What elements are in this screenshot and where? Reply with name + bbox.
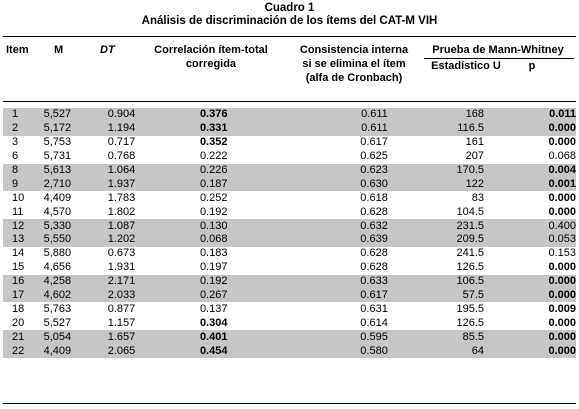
cell-p-value: 0.000	[548, 316, 576, 329]
table-row	[3, 330, 576, 344]
cell-sd: 0.673	[107, 247, 136, 260]
cell-item: 13	[3, 233, 44, 247]
cell-correlation: 0.222	[199, 150, 228, 163]
cell-u-statistic: 106.5	[388, 275, 484, 289]
cell-correlation: 0.267	[172, 289, 228, 303]
data-table-body	[3, 108, 576, 358]
cell-mean: 5,753	[43, 136, 72, 149]
cell-u-statistic: 64	[388, 344, 484, 358]
header-dt: DT	[100, 44, 115, 56]
cell-item: 6	[12, 150, 19, 163]
cell-u-statistic: 122	[388, 177, 484, 191]
cell-correlation: 0.454	[172, 344, 228, 358]
cell-correlation: 0.252	[199, 191, 228, 204]
cell-sd: 2.171	[108, 275, 172, 289]
cell-sd: 1.194	[108, 122, 172, 136]
table-row	[3, 289, 576, 303]
cell-sd: 1.657	[108, 330, 172, 344]
cell-sd: 0.904	[108, 108, 172, 122]
cell-alpha: 0.580	[227, 344, 387, 358]
cell-u-statistic: 207	[465, 150, 485, 163]
cell-u-statistic: 195.5	[456, 302, 485, 315]
cell-p-value: 0.011	[484, 108, 576, 122]
cell-item: 9	[3, 177, 44, 191]
cell-correlation: 0.137	[199, 302, 228, 315]
data-table	[3, 108, 576, 358]
cell-correlation: 0.376	[172, 108, 228, 122]
cell-alpha: 0.628	[360, 205, 388, 218]
cell-p-value: 0.000	[484, 344, 576, 358]
header-consistency	[280, 43, 428, 85]
cell-mean: 5,054	[44, 330, 108, 344]
table-row	[3, 302, 576, 316]
cell-mean: 4,409	[44, 344, 108, 358]
cell-alpha: 0.618	[360, 191, 388, 204]
header-correlation-line1: Correlación ítem-total	[154, 44, 268, 56]
cell-item: 21	[3, 330, 44, 344]
cell-item: 3	[12, 136, 19, 149]
table-row	[3, 122, 576, 136]
cell-sd: 1.931	[107, 261, 136, 274]
cell-alpha: 0.611	[227, 122, 387, 136]
cell-u-statistic: 126.5	[456, 261, 485, 274]
table-row	[3, 164, 576, 178]
cell-correlation: 0.352	[199, 136, 228, 149]
cell-mean: 5,527	[44, 108, 108, 122]
cell-alpha: 0.611	[227, 108, 387, 122]
header-m: M	[54, 44, 64, 56]
cell-mean: 2,710	[44, 177, 108, 191]
cell-alpha: 0.633	[227, 275, 387, 289]
top-rule	[3, 36, 576, 37]
cell-u-statistic: 209.5	[388, 233, 484, 247]
cell-correlation: 0.068	[172, 233, 228, 247]
cell-item: 14	[12, 247, 25, 260]
cell-item: 15	[12, 261, 25, 274]
cell-p-value: 0.004	[484, 164, 576, 178]
table-row	[3, 233, 576, 247]
cell-correlation: 0.226	[172, 164, 228, 178]
header-item: Item	[6, 44, 29, 56]
cell-correlation: 0.401	[172, 330, 228, 344]
cell-u-statistic: 104.5	[456, 205, 485, 218]
cell-correlation: 0.183	[199, 247, 228, 260]
cell-alpha: 0.632	[227, 219, 387, 233]
cell-p-value: 0.000	[484, 289, 576, 303]
cell-p-value: 0.000	[548, 191, 576, 204]
cell-sd: 0.768	[107, 150, 136, 163]
header-consistency-line3: (alfa de Cronbach)	[305, 72, 403, 84]
cell-mean: 4,602	[44, 289, 108, 303]
cell-alpha: 0.617	[360, 136, 388, 149]
table-row	[3, 261, 576, 275]
cell-sd: 0.717	[107, 136, 136, 149]
header-statistic-u: Estadístico U	[431, 60, 501, 72]
header-p: p	[528, 60, 536, 72]
header-consistency-line2: si se elimina el ítem	[302, 58, 406, 70]
cell-mean: 4,409	[43, 191, 72, 204]
table-row	[3, 275, 576, 289]
cell-p-value: 0.001	[484, 177, 576, 191]
table-row	[3, 219, 576, 233]
cell-item: 10	[12, 191, 25, 204]
cell-mean: 5,613	[44, 164, 108, 178]
cell-p-value: 0.000	[548, 136, 576, 149]
table-row	[3, 150, 576, 164]
cell-sd: 1.157	[107, 316, 136, 329]
cell-p-value: 0.153	[548, 247, 576, 260]
cell-alpha: 0.631	[360, 302, 388, 315]
cell-item: 2	[3, 122, 44, 136]
cell-mean: 5,731	[43, 150, 72, 163]
cell-item: 8	[3, 164, 44, 178]
cell-correlation: 0.304	[199, 316, 228, 329]
cell-sd: 1.064	[108, 164, 172, 178]
cell-alpha: 0.623	[227, 164, 387, 178]
bottom-rule	[3, 403, 576, 404]
header-correlation	[136, 43, 286, 71]
cell-p-value: 0.000	[484, 122, 576, 136]
cell-u-statistic: 231.5	[388, 219, 484, 233]
cell-p-value: 0.068	[548, 150, 576, 163]
header-bottom-rule	[3, 101, 576, 102]
cell-u-statistic: 85.5	[388, 330, 484, 344]
cell-u-statistic: 83	[471, 191, 485, 204]
cell-mean: 5,880	[43, 247, 72, 260]
cell-mean: 5,763	[43, 302, 72, 315]
table-row	[3, 247, 576, 261]
cell-mean: 4,656	[43, 261, 72, 274]
cell-item: 18	[12, 302, 25, 315]
cell-u-statistic: 57.5	[388, 289, 484, 303]
cell-correlation: 0.192	[172, 275, 228, 289]
cell-p-value: 0.009	[548, 302, 576, 315]
cell-mean: 5,172	[44, 122, 108, 136]
cell-sd: 1.937	[108, 177, 172, 191]
cell-p-value: 0.000	[548, 205, 576, 218]
table-row	[3, 108, 576, 122]
cell-alpha: 0.625	[360, 150, 388, 163]
cell-sd: 1.202	[108, 233, 172, 247]
header-correlation-line2: corregida	[185, 58, 237, 70]
cell-mean: 4,258	[44, 275, 108, 289]
table-row	[3, 205, 576, 219]
cell-p-value: 0.000	[548, 261, 576, 274]
table-row	[3, 191, 576, 205]
cell-item: 22	[3, 344, 44, 358]
cell-correlation: 0.130	[172, 219, 228, 233]
cell-item: 17	[3, 289, 44, 303]
cell-p-value: 0.000	[484, 275, 576, 289]
cell-mean: 5,527	[43, 316, 72, 329]
cell-item: 11	[12, 205, 24, 218]
table-caption-number: Cuadro 1	[264, 2, 315, 14]
header-mann-whitney: Prueba de Mann-Whitney	[432, 44, 564, 56]
cell-sd: 0.877	[107, 302, 136, 315]
cell-alpha: 0.639	[227, 233, 387, 247]
cell-alpha: 0.628	[360, 247, 388, 260]
table-row	[3, 177, 576, 191]
header-consistency-line1: Consistencia interna	[299, 44, 409, 56]
cell-mean: 5,330	[44, 219, 108, 233]
cell-sd: 2.065	[108, 344, 172, 358]
cell-alpha: 0.614	[360, 316, 388, 329]
cell-item: 1	[3, 108, 44, 122]
cell-correlation: 0.187	[172, 177, 228, 191]
cell-alpha: 0.595	[227, 330, 387, 344]
cell-u-statistic: 168	[388, 108, 484, 122]
cell-sd: 1.802	[107, 205, 136, 218]
table-row	[3, 316, 576, 330]
cell-mean: 4,570	[43, 205, 72, 218]
cell-p-value: 0.000	[484, 330, 576, 344]
cell-u-statistic: 170.5	[388, 164, 484, 178]
cell-sd: 1.087	[108, 219, 172, 233]
cell-correlation: 0.331	[172, 122, 228, 136]
table-row	[3, 136, 576, 150]
cell-u-statistic: 161	[465, 136, 485, 149]
cell-correlation: 0.197	[199, 261, 228, 274]
table-caption-title: Análisis de discriminación de los ítems del CAT-M VIH	[141, 15, 438, 27]
cell-p-value: 0.400	[484, 219, 576, 233]
cell-sd: 1.783	[107, 191, 136, 204]
cell-u-statistic: 116.5	[388, 122, 484, 136]
cell-u-statistic: 126.5	[456, 316, 485, 329]
cell-item: 16	[3, 275, 44, 289]
cell-mean: 5,550	[44, 233, 108, 247]
cell-alpha: 0.630	[227, 177, 387, 191]
cell-u-statistic: 241.5	[456, 247, 485, 260]
table-row	[3, 344, 576, 358]
cell-sd: 2.033	[108, 289, 172, 303]
cell-alpha: 0.628	[360, 261, 388, 274]
cell-alpha: 0.617	[227, 289, 387, 303]
cell-item: 20	[12, 316, 25, 329]
cell-item: 12	[3, 219, 44, 233]
cell-p-value: 0.053	[484, 233, 576, 247]
cell-correlation: 0.192	[199, 205, 228, 218]
